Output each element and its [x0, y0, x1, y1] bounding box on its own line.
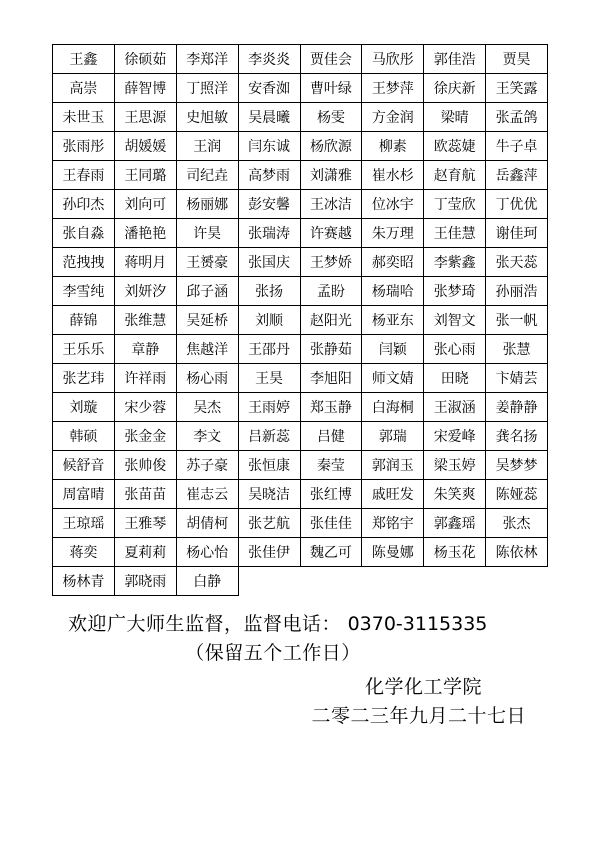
name-cell — [362, 567, 424, 596]
name-cell: 胡媛媛 — [114, 132, 176, 161]
name-cell: 张杰 — [486, 509, 548, 538]
name-cell: 张维慧 — [114, 306, 176, 335]
name-cell: 王冰洁 — [300, 190, 362, 219]
name-cell: 王琼瑶 — [53, 509, 115, 538]
name-cell: 张梦琦 — [424, 277, 486, 306]
supervision-text: 欢迎广大师生监督，监督电话： — [68, 613, 342, 635]
name-cell: 王春雨 — [53, 161, 115, 190]
name-cell: 张金金 — [114, 422, 176, 451]
name-cell: 张佳佳 — [300, 509, 362, 538]
table-row — [53, 277, 548, 306]
name-cell: 史旭敏 — [176, 103, 238, 132]
table-row — [53, 364, 548, 393]
name-cell: 刘向可 — [114, 190, 176, 219]
name-cell: 陈依林 — [486, 538, 548, 567]
name-cell: 丁莹欣 — [424, 190, 486, 219]
name-cell: 闫颖 — [362, 335, 424, 364]
name-cell: 张瑞涛 — [238, 219, 300, 248]
name-cell: 夏莉莉 — [114, 538, 176, 567]
supervision-line — [52, 610, 548, 639]
name-cell: 孙丽浩 — [486, 277, 548, 306]
name-cell: 张艺玮 — [53, 364, 115, 393]
name-cell: 王雨婷 — [238, 393, 300, 422]
table-row — [53, 422, 548, 451]
name-cell: 曹叶绿 — [300, 74, 362, 103]
name-cell: 刘顺 — [238, 306, 300, 335]
name-cell: 张艺航 — [238, 509, 300, 538]
name-cell: 许赛越 — [300, 219, 362, 248]
name-cell: 王鑫 — [53, 45, 115, 74]
name-cell: 欧蕊婕 — [424, 132, 486, 161]
name-cell: 安香洳 — [238, 74, 300, 103]
name-cell: 王润 — [176, 132, 238, 161]
name-cell: 崔志云 — [176, 480, 238, 509]
name-cell: 宋爱峰 — [424, 422, 486, 451]
name-cell: 刘璇 — [53, 393, 115, 422]
name-cell: 丁优优 — [486, 190, 548, 219]
name-cell: 焦越洋 — [176, 335, 238, 364]
name-cell: 吕新蕊 — [238, 422, 300, 451]
table-row — [53, 509, 548, 538]
name-cell: 郝奕昭 — [362, 248, 424, 277]
table-row — [53, 219, 548, 248]
name-cell: 李紫鑫 — [424, 248, 486, 277]
name-cell: 魏乙可 — [300, 538, 362, 567]
name-cell: 李雪纯 — [53, 277, 115, 306]
name-cell: 王邵丹 — [238, 335, 300, 364]
name-cell: 王淑涵 — [424, 393, 486, 422]
name-cell: 章静 — [114, 335, 176, 364]
name-cell: 张一帆 — [486, 306, 548, 335]
name-cell — [424, 567, 486, 596]
name-cell: 张慧 — [486, 335, 548, 364]
name-cell: 周富晴 — [53, 480, 115, 509]
name-cell: 刘妍汐 — [114, 277, 176, 306]
table-row — [53, 103, 548, 132]
name-cell: 杨玉花 — [424, 538, 486, 567]
name-cell: 王梦萍 — [362, 74, 424, 103]
name-cell: 岳鑫萍 — [486, 161, 548, 190]
name-cell: 吴晓洁 — [238, 480, 300, 509]
name-cell: 薛锦 — [53, 306, 115, 335]
name-cell: 郭瑞 — [362, 422, 424, 451]
name-cell: 丁照洋 — [176, 74, 238, 103]
name-cell: 梁晴 — [424, 103, 486, 132]
name-cell: 张国庆 — [238, 248, 300, 277]
name-cell: 蒋明月 — [114, 248, 176, 277]
name-cell: 王梦娇 — [300, 248, 362, 277]
name-cell: 李旭阳 — [300, 364, 362, 393]
name-cell: 郭佳浩 — [424, 45, 486, 74]
name-cell: 陈娅蕊 — [486, 480, 548, 509]
name-cell: 白海桐 — [362, 393, 424, 422]
name-cell: 方金润 — [362, 103, 424, 132]
name-cell: 位冰宇 — [362, 190, 424, 219]
table-row — [53, 480, 548, 509]
name-cell — [238, 567, 300, 596]
table-row — [53, 306, 548, 335]
name-cell: 张扬 — [238, 277, 300, 306]
name-cell: 闫东诚 — [238, 132, 300, 161]
name-cell: 宋少蓉 — [114, 393, 176, 422]
name-cell: 张恒康 — [238, 451, 300, 480]
name-cell: 吴梦梦 — [486, 451, 548, 480]
name-cell: 张静茹 — [300, 335, 362, 364]
name-cell: 王笑露 — [486, 74, 548, 103]
name-cell: 孙印杰 — [53, 190, 115, 219]
name-cell: 杨林青 — [53, 567, 115, 596]
name-list-table — [52, 44, 548, 596]
name-cell: 田晓 — [424, 364, 486, 393]
name-cell: 杨雯 — [300, 103, 362, 132]
name-cell: 王雅琴 — [114, 509, 176, 538]
name-cell: 候舒音 — [53, 451, 115, 480]
department-line: 化学化工学院 — [364, 675, 482, 698]
name-cell: 吴晨曦 — [238, 103, 300, 132]
name-cell: 郭晓雨 — [114, 567, 176, 596]
date-line: 二零二三年九月二十七日 — [311, 705, 526, 728]
name-cell: 范拽拽 — [53, 248, 115, 277]
document-footer — [52, 610, 548, 732]
name-cell: 蒋奕 — [53, 538, 115, 567]
name-cell: 王昊 — [238, 364, 300, 393]
name-cell: 贾佳会 — [300, 45, 362, 74]
name-cell: 吴杰 — [176, 393, 238, 422]
name-cell: 韩硕 — [53, 422, 115, 451]
name-cell: 杨丽娜 — [176, 190, 238, 219]
name-cell: 张佳伊 — [238, 538, 300, 567]
name-cell: 杨欣源 — [300, 132, 362, 161]
name-cell: 薛智博 — [114, 74, 176, 103]
name-cell: 朱万理 — [362, 219, 424, 248]
name-cell: 张红博 — [300, 480, 362, 509]
name-cell: 郭润玉 — [362, 451, 424, 480]
name-cell: 张天蕊 — [486, 248, 548, 277]
name-cell: 苏子豪 — [176, 451, 238, 480]
name-cell: 郭鑫瑶 — [424, 509, 486, 538]
name-cell: 刘潇雅 — [300, 161, 362, 190]
name-cell: 戚旺发 — [362, 480, 424, 509]
name-cell: 秦莹 — [300, 451, 362, 480]
name-cell: 李郑洋 — [176, 45, 238, 74]
name-cell: 许昊 — [176, 219, 238, 248]
name-cell: 司纪垚 — [176, 161, 238, 190]
table-row — [53, 538, 548, 567]
retention-line: （保留五个工作日） — [185, 642, 361, 665]
name-cell: 张雨彤 — [53, 132, 115, 161]
name-cell: 彭安馨 — [238, 190, 300, 219]
name-cell: 梁玉婷 — [424, 451, 486, 480]
name-cell: 杨瑞哈 — [362, 277, 424, 306]
name-cell: 徐硕茹 — [114, 45, 176, 74]
name-cell: 马欣彤 — [362, 45, 424, 74]
name-cell: 陈曼娜 — [362, 538, 424, 567]
name-cell: 高崇 — [53, 74, 115, 103]
table-row — [53, 74, 548, 103]
name-cell: 杨亚东 — [362, 306, 424, 335]
name-cell: 吕健 — [300, 422, 362, 451]
name-cell: 未世玉 — [53, 103, 115, 132]
name-cell: 朱笑爽 — [424, 480, 486, 509]
name-cell — [486, 567, 548, 596]
name-cell: 王赟豪 — [176, 248, 238, 277]
name-cell: 柳素 — [362, 132, 424, 161]
name-cell: 邱子涵 — [176, 277, 238, 306]
name-cell: 吴延桥 — [176, 306, 238, 335]
name-cell: 牛子卓 — [486, 132, 548, 161]
name-cell: 赵育航 — [424, 161, 486, 190]
name-cell: 王乐乐 — [53, 335, 115, 364]
name-cell: 郑玉静 — [300, 393, 362, 422]
table-row — [53, 161, 548, 190]
name-cell: 杨心怡 — [176, 538, 238, 567]
name-cell: 王思源 — [114, 103, 176, 132]
table-row — [53, 45, 548, 74]
name-cell: 徐庆新 — [424, 74, 486, 103]
table-row — [53, 132, 548, 161]
name-cell: 贾昊 — [486, 45, 548, 74]
name-cell: 崔水杉 — [362, 161, 424, 190]
name-cell: 胡倩柯 — [176, 509, 238, 538]
name-cell: 潘艳艳 — [114, 219, 176, 248]
name-cell: 张孟鸽 — [486, 103, 548, 132]
name-cell — [300, 567, 362, 596]
name-cell: 郑铭宇 — [362, 509, 424, 538]
name-cell: 李文 — [176, 422, 238, 451]
name-cell: 张心雨 — [424, 335, 486, 364]
table-row — [53, 393, 548, 422]
table-row — [53, 451, 548, 480]
name-cell: 赵阳光 — [300, 306, 362, 335]
name-list-body — [53, 45, 548, 596]
name-cell: 王佳慧 — [424, 219, 486, 248]
name-cell: 李炎炎 — [238, 45, 300, 74]
name-cell: 王同璐 — [114, 161, 176, 190]
name-cell: 张苗苗 — [114, 480, 176, 509]
name-cell: 师文婧 — [362, 364, 424, 393]
name-cell: 高梦雨 — [238, 161, 300, 190]
name-cell: 卞婧芸 — [486, 364, 548, 393]
name-cell: 姜静静 — [486, 393, 548, 422]
name-cell: 张自淼 — [53, 219, 115, 248]
table-row — [53, 248, 548, 277]
name-cell: 许祥雨 — [114, 364, 176, 393]
table-row — [53, 190, 548, 219]
table-row — [53, 335, 548, 364]
table-row — [53, 567, 548, 596]
supervision-phone: 0370-3115335 — [347, 613, 488, 635]
name-cell: 孟盼 — [300, 277, 362, 306]
name-cell: 谢佳珂 — [486, 219, 548, 248]
name-cell: 张帅俊 — [114, 451, 176, 480]
name-cell: 龚名扬 — [486, 422, 548, 451]
name-cell: 杨心雨 — [176, 364, 238, 393]
name-cell: 白静 — [176, 567, 238, 596]
name-cell: 刘智文 — [424, 306, 486, 335]
